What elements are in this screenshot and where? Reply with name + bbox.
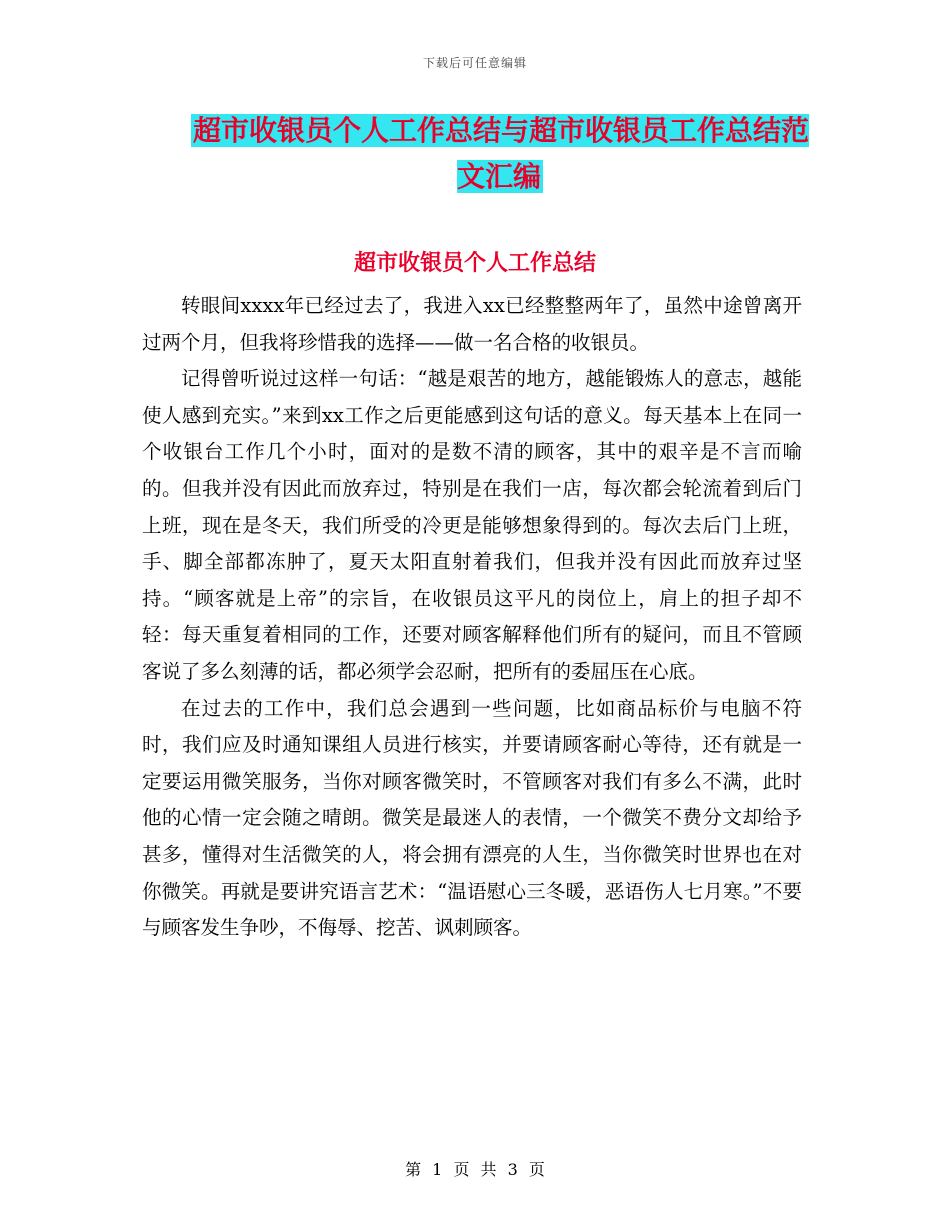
- page-footer: 第 1 页 共 3 页: [405, 1160, 545, 1179]
- paragraph: 在过去的工作中，我们总会遇到一些问题，比如商品标价与电脑不符时，我们应及时通知课组人员进行核实，并要请顾客耐心等待，还有就是一定要运用微笑服务，当你对顾客微笑时，不管顾客对我们有多么不满，此时他的心情一定会随之晴朗。微笑是最迷人的表情，一个微笑不费分文却给予甚多，懂得对生活微笑的人，将会拥有漂亮的人生，当你微笑时世界也在对你微笑。再就是要讲究语言艺术：“温语慰心三冬暖，恶语伤人七月寒。”不要与顾客发生争吵，不侮辱、挖苦、讽刺顾客。: [142, 696, 802, 940]
- document-title-text: 超市收银员个人工作总结与超市收银员工作总结范文汇编: [192, 114, 809, 193]
- document-body: [142, 288, 802, 947]
- section-title: 超市收银员个人工作总结: [353, 250, 596, 276]
- paragraph: 记得曾听说过这样一句话：“越是艰苦的地方，越能锻炼人的意志，越能使人感到充实。”来到xx工作之后更能感到这句话的意义。每天基本上在同一个收银台工作几个小时，面对的是数不清的顾客，其中的艰辛是不言而喻的。但我并没有因此而放弃过，特别是在我们一店，每次都会轮流着到后门上班，现在是冬天，我们所受的冷更是能够想象得到的。每次去后门上班，手、脚全部都冻肿了，夏天太阳直射着我们，但我并没有因此而放弃过坚持。“顾客就是上帝”的宗旨，在收银员这平凡的岗位上，肩上的担子却不轻：每天重复着相同的工作，还要对顾客解释他们所有的疑问，而且不管顾客说了多么刻薄的话，都必须学会忍耐，把所有的委屈压在心底。: [142, 367, 802, 683]
- page-header-note: 下载后可任意编辑: [422, 56, 527, 70]
- paragraph: 转眼间xxxx年已经过去了，我进入xx已经整整两年了，虽然中途曾离开过两个月，但我将珍惜我的选择——做一名合格的收银员。: [142, 294, 802, 354]
- document-title: [190, 108, 810, 200]
